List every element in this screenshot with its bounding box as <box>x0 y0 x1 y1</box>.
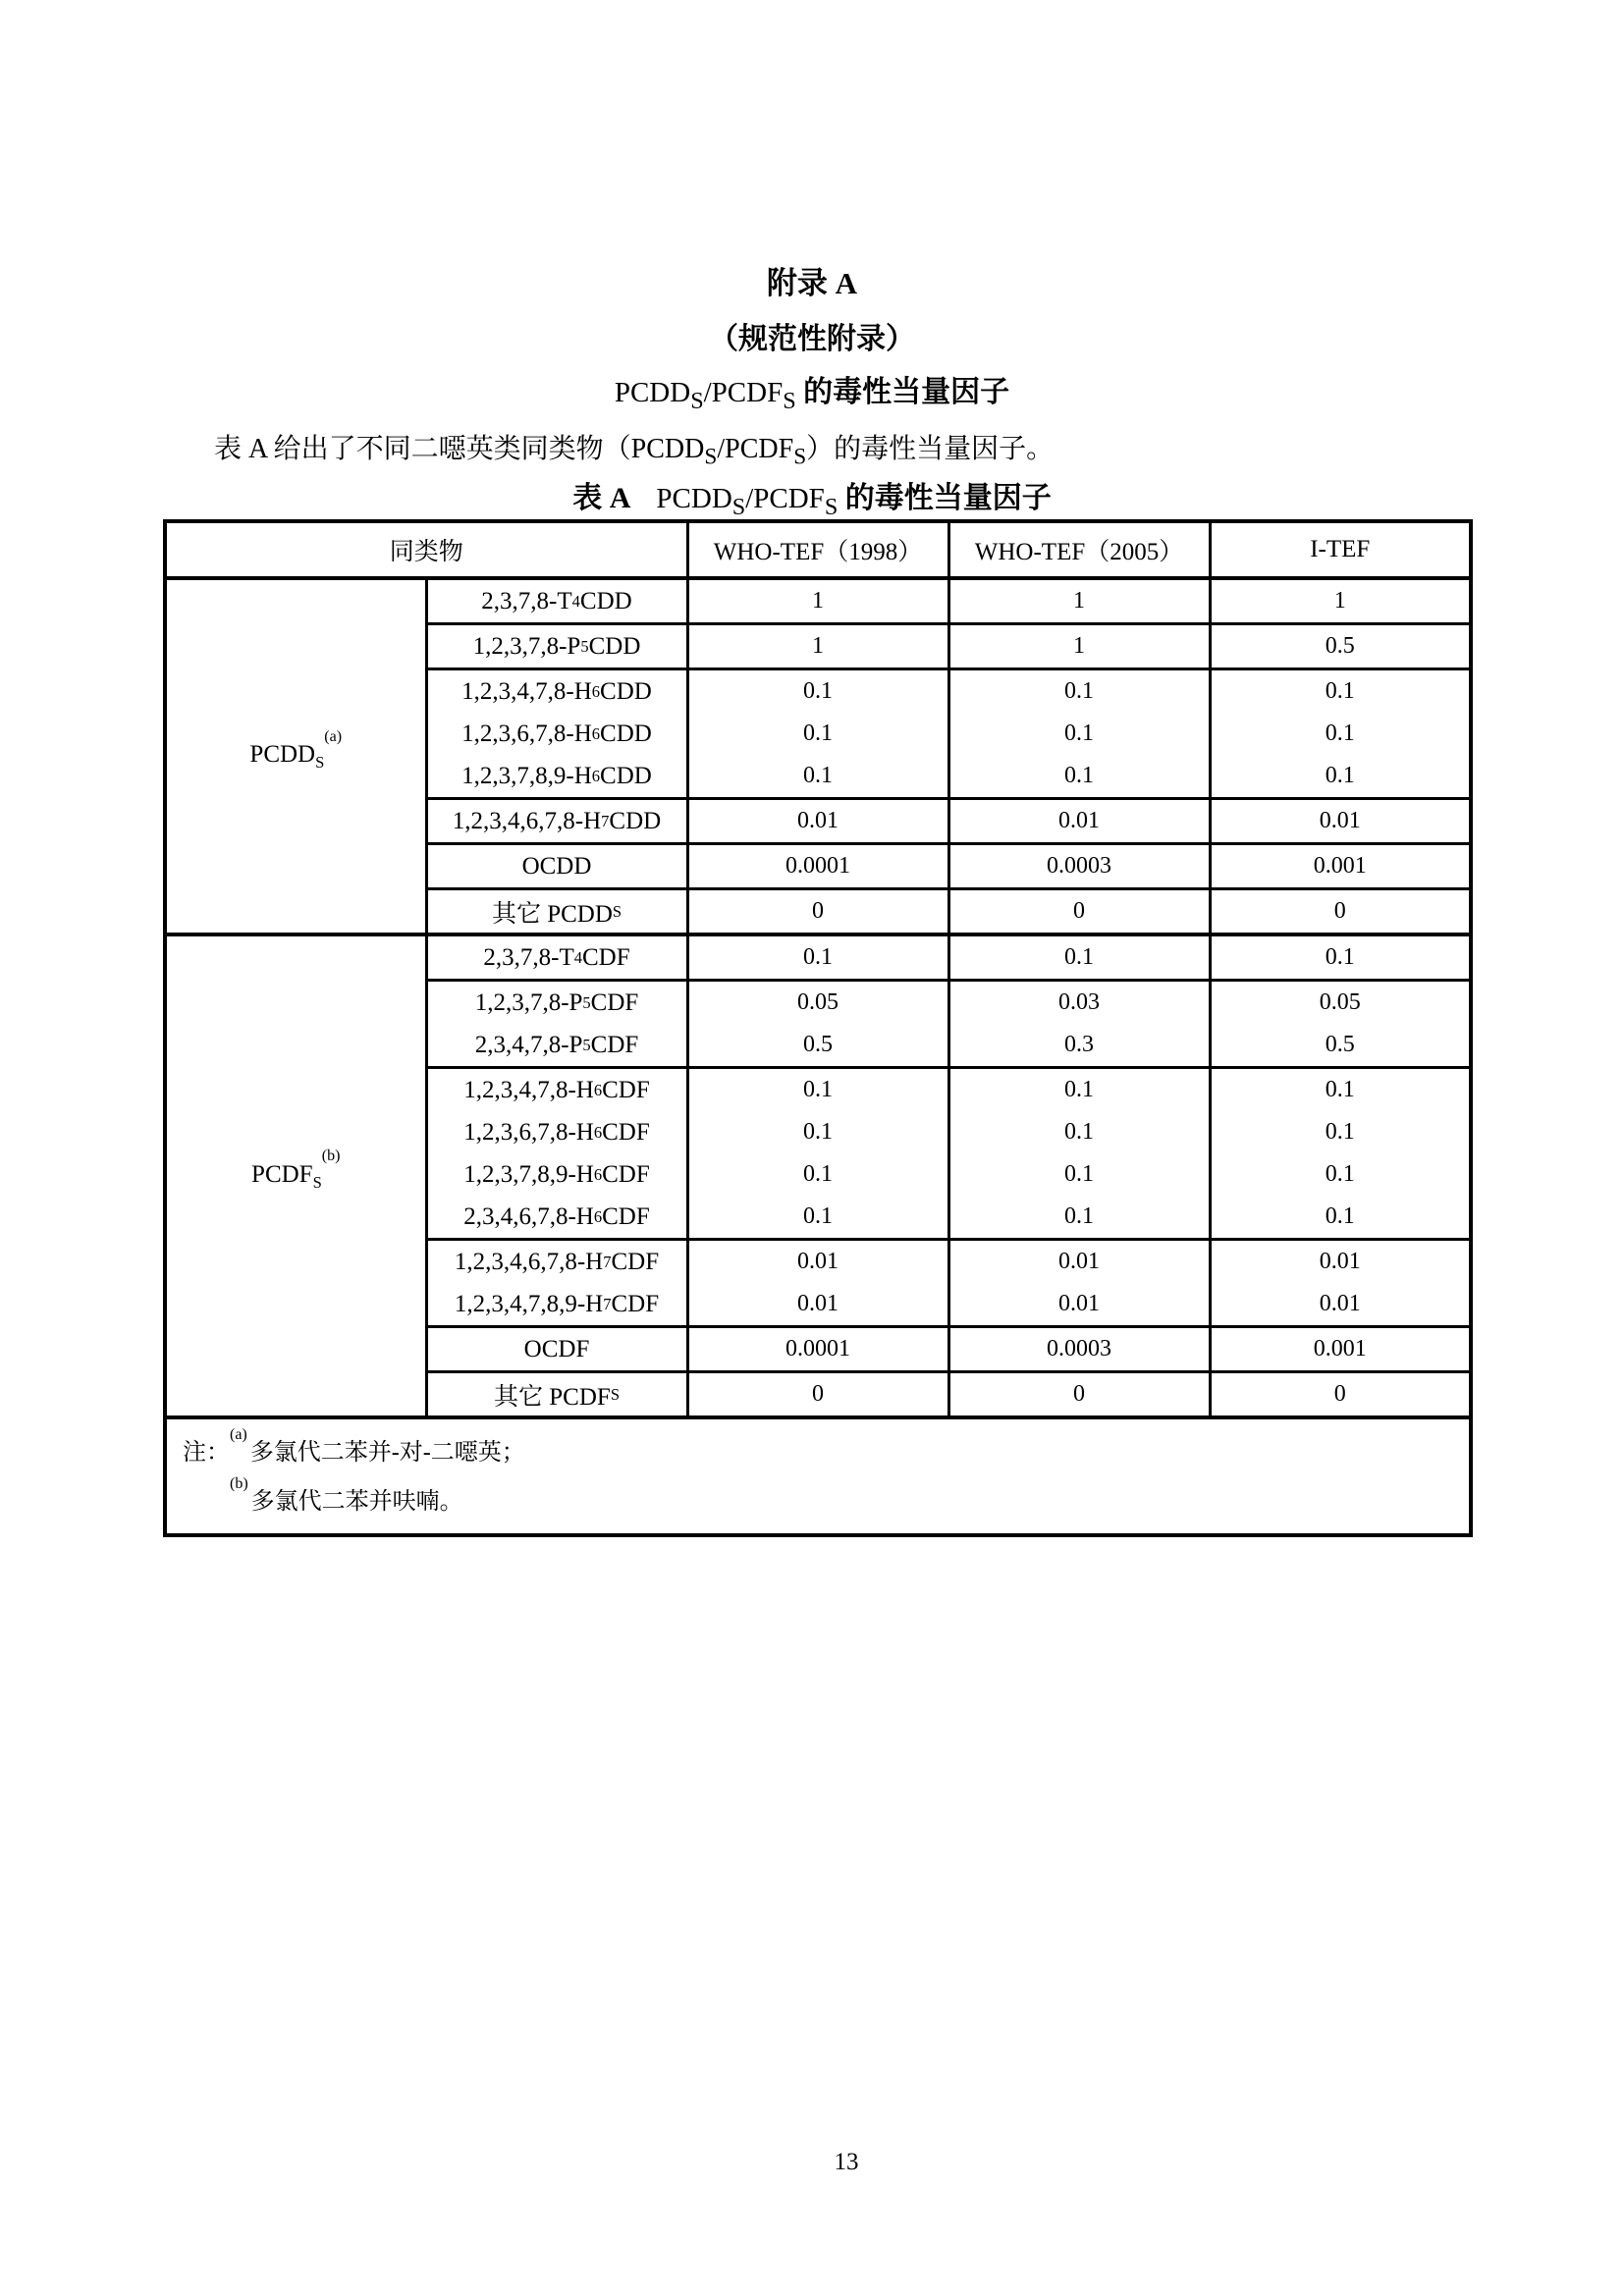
group-label-cell <box>165 578 426 934</box>
tef-value: 0.01 <box>797 808 839 833</box>
congener-name: 1,2,3,7,8,9-H 6 CDD <box>461 762 652 789</box>
note-a-text: 多氯代二苯并-对-二噁英； <box>249 1440 525 1466</box>
tef-value-cell <box>948 889 1210 935</box>
tef-value: 0 <box>812 1381 825 1407</box>
tef-value: 0.1 <box>803 1119 834 1145</box>
congener-name: 2,3,4,6,7,8-H 6 CDF <box>463 1202 650 1230</box>
congener-cell <box>426 1240 687 1327</box>
congener-name: 1,2,3,4,6,7,8-H 7 CDF <box>454 1248 660 1275</box>
tef-value: 0.1 <box>1064 944 1095 970</box>
tef-value: 0.1 <box>803 1203 834 1229</box>
tef-value: 0.1 <box>1325 678 1355 704</box>
note-a-ref: (a) <box>230 1426 247 1443</box>
tef-value: 0.01 <box>797 1249 839 1274</box>
tef-value-cell <box>948 844 1210 889</box>
tef-value-cell <box>687 669 948 799</box>
tef-value-cell <box>948 981 1210 1068</box>
congener-name: OCDD <box>521 852 592 880</box>
table-title-latin: $PCDD_S/PCDF_S$ <box>656 483 839 520</box>
congener-name: 2,3,7,8-T 4 CDD <box>481 587 632 614</box>
tef-value: 0.0003 <box>1047 853 1112 879</box>
main-heading-cjk: 的毒性当量因子 <box>795 376 1010 408</box>
tef-value: 0.1 <box>1064 1203 1095 1229</box>
group-label: $PCDF_S^{(b)}$ <box>251 1148 341 1192</box>
congener-name: 1,2,3,4,7,8-H 6 CDD <box>461 677 652 705</box>
tef-value-cell <box>1210 1372 1471 1418</box>
tef-value: 0 <box>1073 1381 1086 1407</box>
tef-value-cell <box>687 844 948 889</box>
congener-cell <box>426 1068 687 1240</box>
tef-value: 1 <box>1073 633 1086 659</box>
tef-value-cell <box>687 1240 948 1327</box>
tef-value: 0.1 <box>803 721 834 746</box>
tef-value: 1 <box>812 588 825 614</box>
main-heading-latin: $PCDD_S/PCDF_S$ <box>614 377 796 414</box>
i-tef-column-header: I-TEF <box>1210 521 1471 578</box>
congener-name: 1,2,3,7,8-P 5 CDF <box>474 988 639 1016</box>
tef-value: 0.01 <box>1319 808 1361 833</box>
tef-value: 0.001 <box>1313 853 1367 879</box>
table-notes-cell <box>165 1417 1471 1535</box>
tef-value-cell <box>687 934 948 981</box>
tef-value-cell <box>948 1372 1210 1418</box>
tef-value: 0 <box>1333 898 1346 924</box>
tef-value: 0.1 <box>1064 1077 1095 1102</box>
congener-name: 其它 PCDF S <box>494 1383 620 1411</box>
tef-value: 0.03 <box>1058 989 1101 1015</box>
table-title-prefix: 表 A <box>572 482 631 514</box>
congener-cell <box>426 844 687 889</box>
group-label: $PCDD_S^{(a)}$ <box>249 727 343 773</box>
tef-value: 0.0001 <box>785 853 851 879</box>
tef-value-cell <box>687 1372 948 1418</box>
tef-value: 0.05 <box>797 989 839 1015</box>
tef-value: 0.1 <box>1064 1119 1095 1145</box>
tef-table <box>163 519 1473 1537</box>
congener-cell <box>426 578 687 624</box>
tef-value-cell <box>948 624 1210 669</box>
tef-value: 0.01 <box>1319 1291 1361 1316</box>
tef-value-cell <box>1210 799 1471 844</box>
congener-cell <box>426 624 687 669</box>
tef-value: 0.1 <box>803 1161 834 1187</box>
congener-name: 1,2,3,6,7,8-H 6 CDD <box>461 720 652 747</box>
tef-value: 0 <box>1333 1381 1346 1407</box>
tef-value: 0.1 <box>1064 721 1095 746</box>
tef-value-cell <box>687 799 948 844</box>
congener-column-header: 同类物 <box>165 521 687 578</box>
appendix-heading: 附录 A <box>766 266 858 300</box>
tef-value-cell <box>1210 624 1471 669</box>
intro-paragraph: 表 A 给出了不同二噁英类同类物$(PCDD_S/PCDF_S)$的毒性当量因子。 <box>214 434 1055 470</box>
table-title-cjk: 的毒性当量因子 <box>838 482 1052 514</box>
tef-value-cell <box>1210 934 1471 981</box>
tef-value-cell <box>687 578 948 624</box>
congener-name: 2,3,7,8-T 4 CDF <box>483 943 630 971</box>
tef-value: 0.1 <box>803 1077 834 1102</box>
tef-value: 0.001 <box>1313 1336 1367 1362</box>
tef-value: 0.3 <box>1064 1032 1095 1057</box>
tef-value: 1 <box>1333 588 1346 614</box>
congener-name: OCDF <box>523 1335 590 1362</box>
tef-value: 0.0003 <box>1047 1336 1112 1362</box>
appendix-type-heading: （规范性附录） <box>709 323 915 355</box>
page-number: 13 <box>834 2149 859 2175</box>
congener-name: 1,2,3,4,7,8-H 6 CDF <box>463 1076 650 1103</box>
tef-value-cell <box>687 981 948 1068</box>
tef-value: 0.01 <box>1058 808 1101 833</box>
tef-value: 0 <box>812 898 825 924</box>
congener-name: 1,2,3,4,7,8,9-H 7 CDF <box>454 1290 660 1317</box>
tef-value-cell <box>687 1327 948 1372</box>
table-row <box>165 934 1471 981</box>
note-b <box>230 1474 1459 1523</box>
tef-value: 1 <box>1073 588 1086 614</box>
congener-name: 1,2,3,7,8-P 5 CDD <box>472 632 641 660</box>
tef-value: 0.5 <box>1325 633 1355 659</box>
group-label-cell <box>165 934 426 1417</box>
tef-value: 0.1 <box>803 763 834 788</box>
congener-cell <box>426 669 687 799</box>
tef-value-cell <box>948 1240 1210 1327</box>
tef-value: 0.1 <box>1325 1077 1355 1102</box>
tef-value-cell <box>948 1068 1210 1240</box>
tef-value: 0.5 <box>1325 1032 1355 1057</box>
tef-value: 0.1 <box>803 944 834 970</box>
congener-cell <box>426 889 687 935</box>
tef-value-cell <box>1210 1327 1471 1372</box>
congener-cell <box>426 1372 687 1418</box>
who-tef-2005-column-header: WHO-TEF（2005） <box>948 521 1210 578</box>
notes-label: 注： <box>183 1440 230 1466</box>
note-a <box>183 1425 1459 1474</box>
tef-value: 0.1 <box>1325 1119 1355 1145</box>
tef-value: 0.01 <box>1058 1291 1101 1316</box>
tef-value: 0.1 <box>1064 678 1095 704</box>
tef-value: 1 <box>812 633 825 659</box>
tef-value: 0.1 <box>1064 763 1095 788</box>
tef-value-cell <box>687 1068 948 1240</box>
tef-value-cell <box>948 799 1210 844</box>
tef-value: 0.1 <box>1325 763 1355 788</box>
tef-value: 0.1 <box>1325 721 1355 746</box>
tef-value: 0.1 <box>1325 1203 1355 1229</box>
congener-name: 1,2,3,6,7,8-H 6 CDF <box>463 1118 650 1146</box>
tef-value: 0.1 <box>1325 1161 1355 1187</box>
tef-value: 0.0001 <box>785 1336 851 1362</box>
tef-value-cell <box>1210 578 1471 624</box>
note-b-ref: (b) <box>230 1475 248 1492</box>
congener-cell <box>426 981 687 1068</box>
congener-name: 1,2,3,4,6,7,8-H 7 CDD <box>452 807 662 834</box>
tef-value: 0.1 <box>803 678 834 704</box>
tef-value-cell <box>1210 981 1471 1068</box>
congener-cell <box>426 799 687 844</box>
main-heading <box>0 372 1624 422</box>
congener-name: 其它 PCDD S <box>491 900 623 928</box>
congener-name: 2,3,4,7,8-P 5 CDF <box>474 1031 639 1058</box>
tef-value-cell <box>1210 1240 1471 1327</box>
tef-value: 0.5 <box>803 1032 834 1057</box>
tef-value: 0.01 <box>1319 1249 1361 1274</box>
table-header-row <box>165 521 1471 578</box>
tef-value-cell <box>948 1327 1210 1372</box>
congener-name: 1,2,3,7,8,9-H 6 CDF <box>463 1160 650 1188</box>
tef-value-cell <box>1210 669 1471 799</box>
tef-value: 0.01 <box>797 1291 839 1316</box>
tef-value-cell <box>948 934 1210 981</box>
tef-value-cell <box>1210 1068 1471 1240</box>
tef-value: 0.1 <box>1064 1161 1095 1187</box>
table-row <box>165 578 1471 624</box>
tef-value-cell <box>687 624 948 669</box>
table-notes-row <box>165 1417 1471 1535</box>
tef-value: 0.01 <box>1058 1249 1101 1274</box>
who-tef-1998-column-header: WHO-TEF（1998） <box>687 521 948 578</box>
tef-value-cell <box>948 669 1210 799</box>
tef-value: 0.05 <box>1319 989 1361 1015</box>
congener-cell <box>426 1327 687 1372</box>
tef-value-cell <box>1210 844 1471 889</box>
tef-value-cell <box>687 889 948 935</box>
tef-value: 0 <box>1073 898 1086 924</box>
tef-value-cell <box>1210 889 1471 935</box>
note-b-text: 多氯代二苯并呋喃。 <box>250 1489 463 1515</box>
congener-cell <box>426 934 687 981</box>
tef-value: 0.1 <box>1325 944 1355 970</box>
tef-value-cell <box>948 578 1210 624</box>
